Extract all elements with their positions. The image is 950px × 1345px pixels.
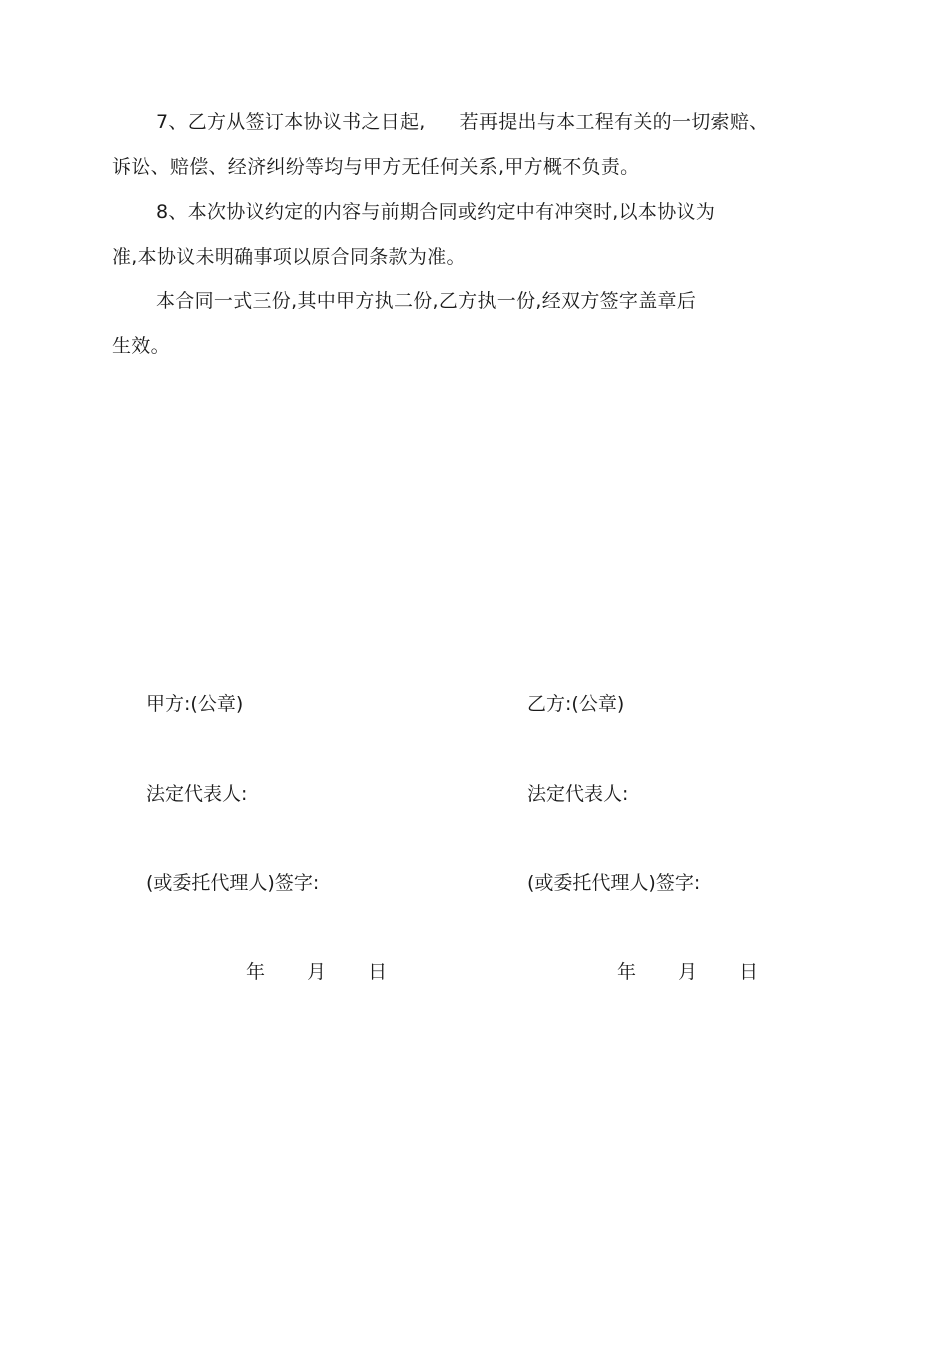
clause-7-line-1-part-a: 7、乙方从签订本协议书之日起, (156, 111, 426, 133)
clause-7-line-2: 诉讼、赔偿、经济纠纷等均与甲方无任何关系,甲方概不负责。 (112, 156, 640, 178)
copies-clause (112, 279, 812, 369)
party-a-seal-label: 甲方:(公章) (146, 693, 244, 715)
party-b-seal-label: 乙方:(公章) (527, 693, 625, 715)
clause-7 (112, 100, 812, 190)
clause-7-line-1 (112, 100, 812, 145)
party-a-day: 日 (368, 961, 388, 983)
party-b-agent-sign-label: (或委托代理人)签字: (527, 872, 701, 894)
clause-7-line-1-part-b: 若再提出与本工程有关的一切索赔、 (459, 111, 769, 133)
party-b-legal-rep-label: 法定代表人: (527, 783, 629, 805)
party-b-date (617, 960, 758, 984)
copies-clause-line-2: 生效。 (112, 335, 170, 357)
party-a-month: 月 (307, 961, 327, 983)
clause-8 (112, 190, 812, 280)
party-b-year: 年 (617, 961, 637, 983)
party-b-month: 月 (678, 961, 698, 983)
copies-clause-line-1: 本合同一式三份,其中甲方执二份,乙方执一份,经双方签字盖章后 (156, 290, 697, 312)
party-a-agent-sign-label: (或委托代理人)签字: (146, 872, 320, 894)
party-a-year: 年 (246, 961, 266, 983)
clause-8-line-1: 8、本次协议约定的内容与前期合同或约定中有冲突时,以本协议为 (156, 201, 716, 223)
party-a-legal-rep-label: 法定代表人: (146, 783, 248, 805)
party-b-day: 日 (739, 961, 759, 983)
clause-8-line-2: 准,本协议未明确事项以原合同条款为准。 (112, 246, 466, 268)
party-a-date (246, 960, 387, 984)
